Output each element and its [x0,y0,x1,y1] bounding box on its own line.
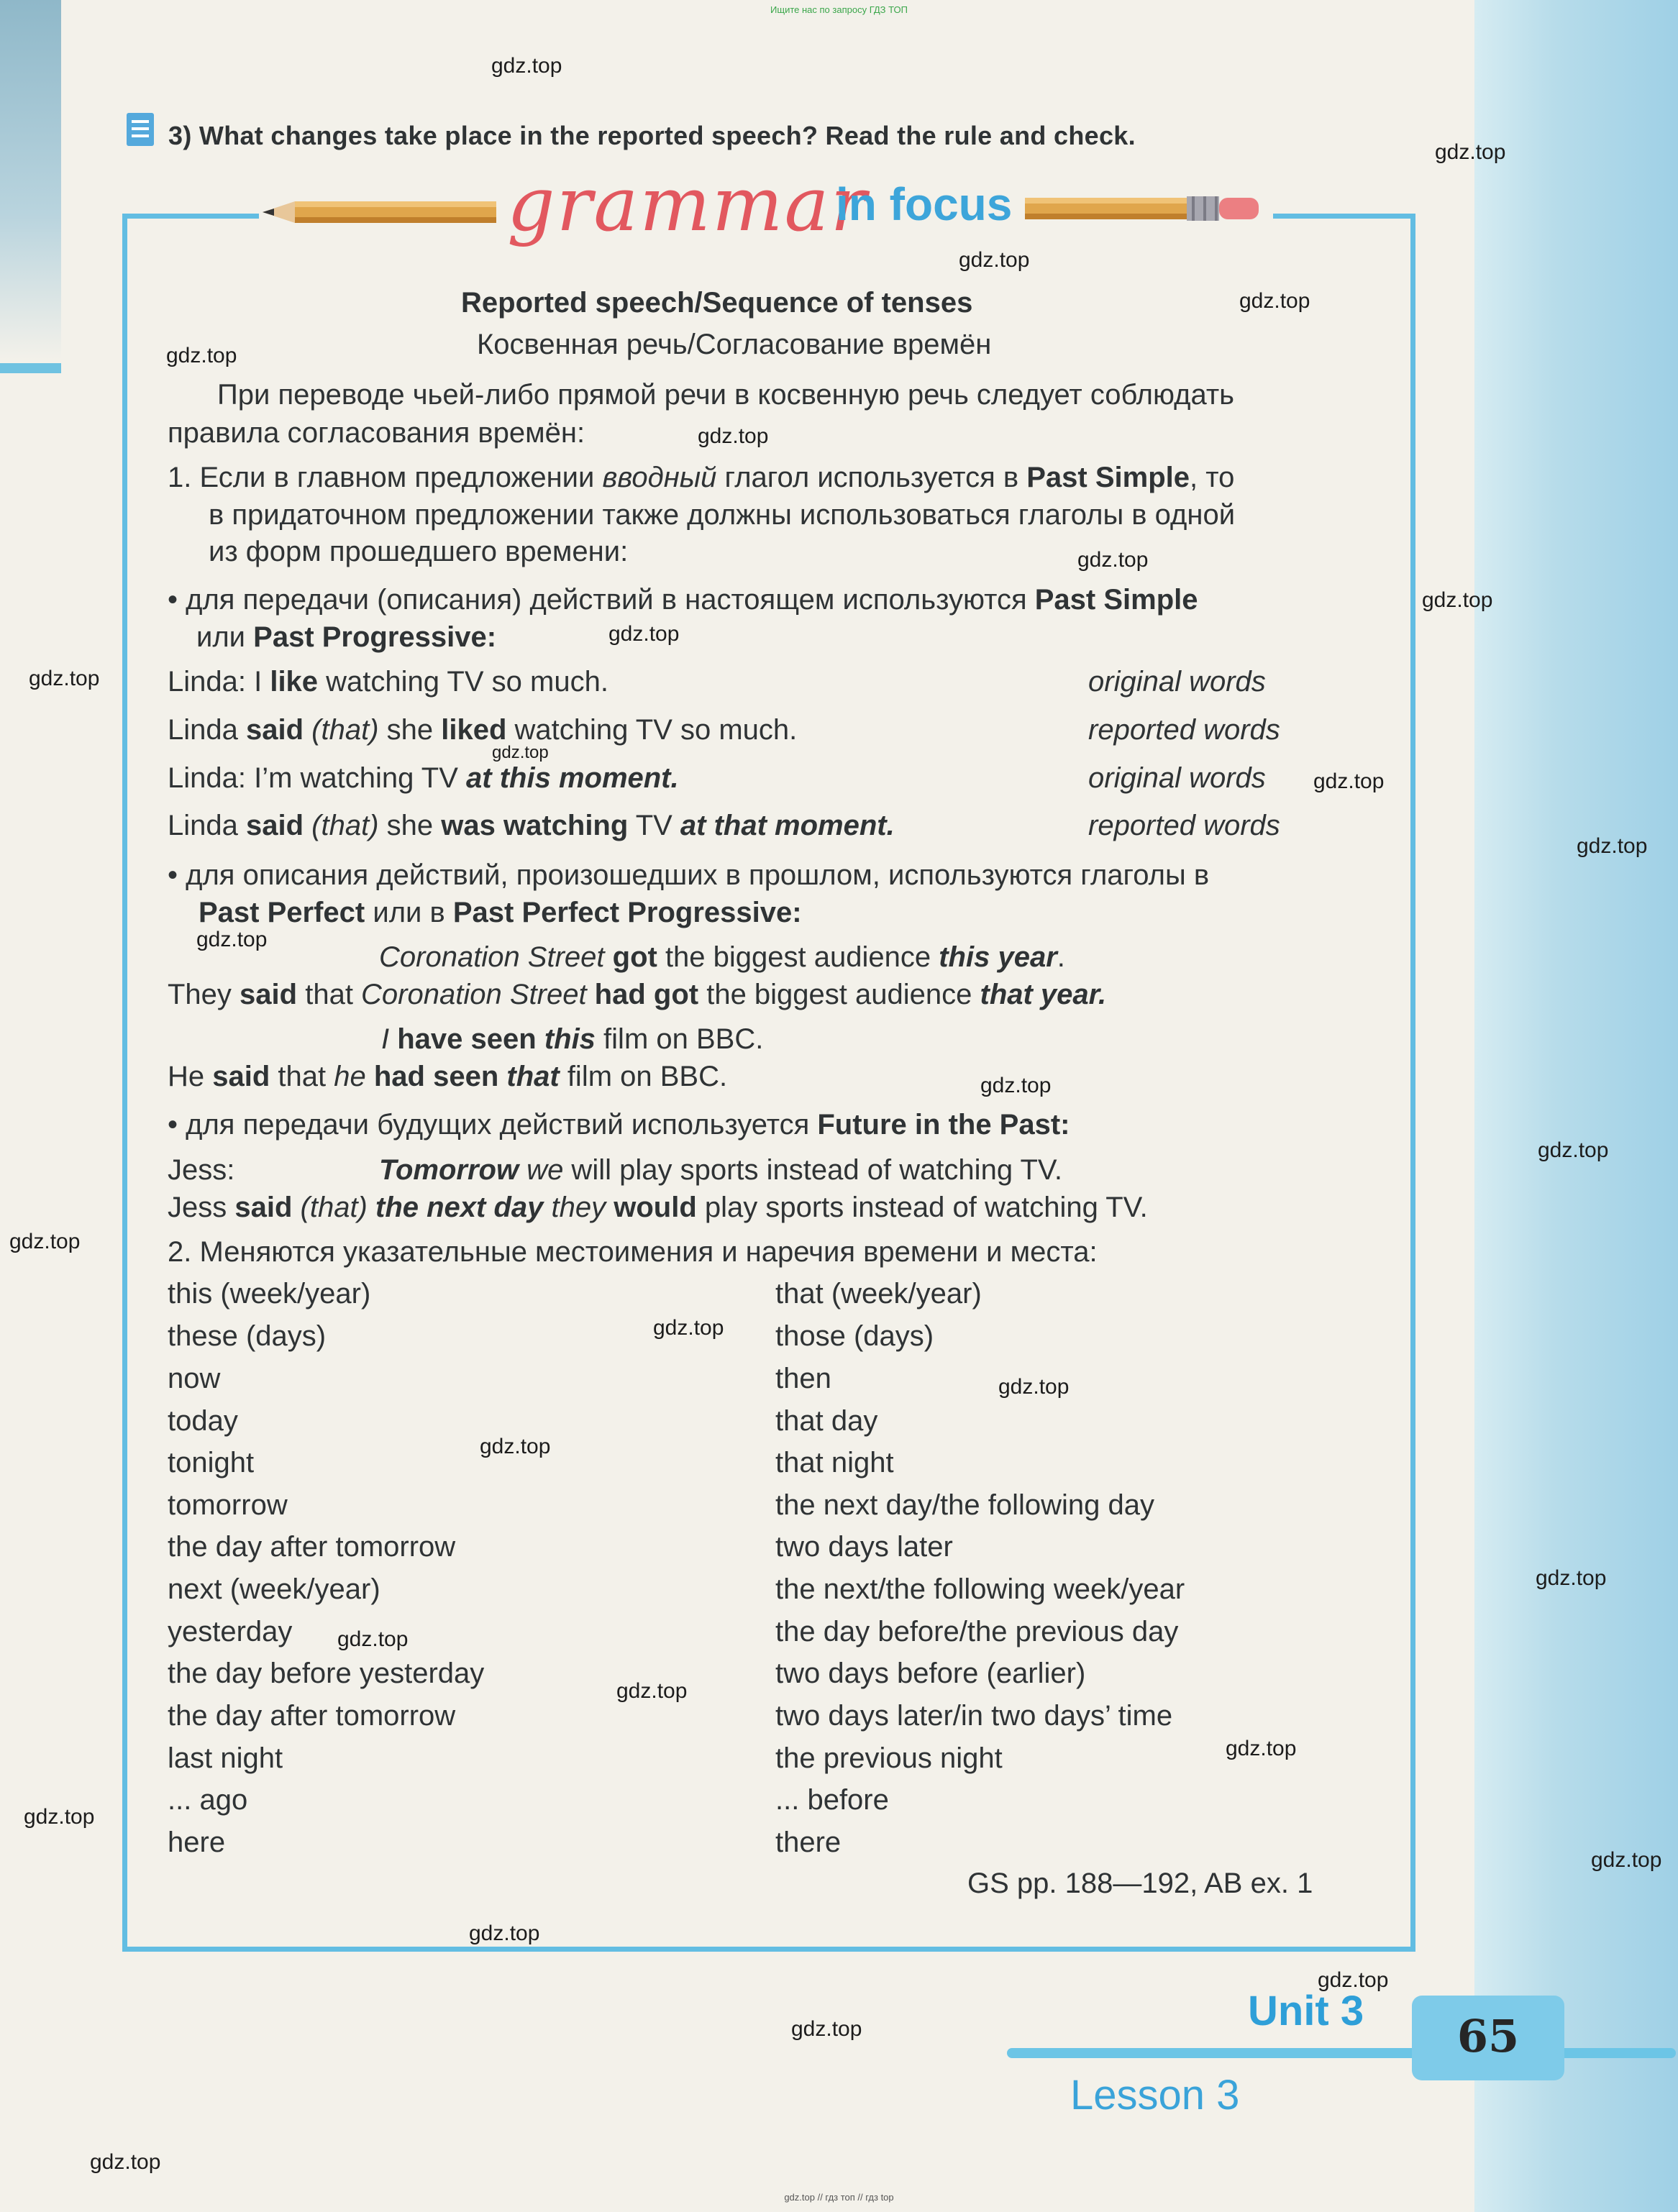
example-row: Linda said (that) she was watching TV at that moment. [168,810,895,841]
pair-right: two days before (earlier) [775,1658,1086,1689]
page-number: 65 [1456,2010,1520,2062]
pair-left: tonight [168,1447,255,1479]
bullet1-line-1: • для передачи (описания) действий в настоящем используются Past Simple [168,584,1198,616]
bullet1-line-2: или Past Progressive: [196,621,497,653]
pair-left: today [168,1405,238,1437]
watermark: gdz.top [196,928,268,951]
in-focus-title: in focus [836,178,1013,230]
watermark: gdz.top [1591,1848,1662,1872]
heading-russian: Косвенная речь/Согласование времён [477,329,992,360]
bullet2-line-1: • для описания действий, произошедших в прошлом, используются глаголы в [168,859,1210,891]
watermark: gdz.top [480,1435,551,1458]
watermark: gdz.top [698,424,769,448]
pair-right: that day [775,1405,878,1437]
pair-right: the day before/the previous day [775,1616,1179,1647]
pair-left: here [168,1827,226,1858]
watermark: gdz.top [1538,1138,1609,1162]
example-row: Jess said (that) the next day they would play sports instead of watching TV. [168,1192,1148,1223]
example-row: Tomorrow we will play sports instead of watching TV. [379,1154,1063,1186]
watermark: gdz.top [653,1316,724,1340]
rule1-line-2: в придаточном предложении также должны использоваться глаголы в одной [209,499,1236,531]
pair-right: ... before [775,1784,889,1816]
watermark: gdz.top [1077,548,1149,572]
watermark: gdz.top [491,54,562,78]
rule1-line-3: из форм прошедшего времени: [209,536,629,567]
watermark: gdz.top [980,1074,1052,1097]
example-row: They said that Coronation Street had got the biggest audience that year. [168,979,1107,1010]
bullet3: • для передачи будущих действий используется Future in the Past: [168,1109,1070,1141]
bottom-note: gdz.top // гдз топ // гдз top [784,2192,894,2203]
example-row: I have seen this film on BBC. [381,1023,764,1055]
bullet2-line-2: Past Perfect или в Past Perfect Progressive: [199,897,802,928]
grammar-title: grammar [507,160,868,248]
pair-left: yesterday [168,1616,293,1647]
pair-right: then [775,1363,831,1394]
pair-left: the day after tomorrow [168,1531,456,1563]
lesson-divider [1007,2048,1676,2058]
rule2: 2. Меняются указательные местоимения и наречия времени и места: [168,1236,1098,1268]
watermark: gdz.top [29,667,100,690]
pair-left: now [168,1363,221,1394]
example-row: He said that he had seen that film on BBC. [168,1061,728,1092]
example-label: original words [1088,762,1266,794]
watermark: gdz.top [337,1627,409,1651]
page-edge-left [0,0,61,360]
watermark: gdz.top [1577,834,1648,858]
example-row: Jess: [168,1154,235,1186]
example-row: Linda: I like watching TV so much. [168,666,608,698]
grammar-reference: GS pp. 188—192, AB ex. 1 [967,1868,1313,1899]
example-label: original words [1088,666,1266,698]
watermark: gdz.top [959,248,1030,272]
top-note: Ищите нас по запросу ГДЗ ТОП [770,4,908,15]
example-row: Linda said (that) she liked watching TV so much. [168,714,798,746]
lesson-label: Lesson 3 [1070,2072,1240,2119]
list-icon [127,113,154,146]
pair-right: there [775,1827,842,1858]
pair-right: two days later [775,1531,953,1563]
pair-right: the next/the following week/year [775,1573,1185,1605]
pair-left: the day after tomorrow [168,1700,456,1732]
watermark: gdz.top [1318,1968,1389,1992]
pair-left: next (week/year) [168,1573,380,1605]
pair-left: tomorrow [168,1489,288,1521]
pair-left: the day before yesterday [168,1658,485,1689]
intro-line-1: При переводе чьей-либо прямой речи в косвенную речь следует соблюдать [217,379,1234,411]
pair-right: that (week/year) [775,1278,982,1310]
example-label: reported words [1088,810,1280,841]
watermark: gdz.top [469,1921,540,1945]
watermark: gdz.top [166,344,237,367]
watermark: gdz.top [1536,1566,1607,1590]
pair-right: two days later/in two days’ time [775,1700,1173,1732]
pair-right: the next day/the following day [775,1489,1155,1521]
pair-left: these (days) [168,1320,327,1352]
pencil-right-icon [1025,191,1262,227]
watermark: gdz.top [492,743,549,762]
example-row: Coronation Street got the biggest audience this year. [379,941,1065,973]
watermark: gdz.top [90,2150,161,2174]
intro-line-2: правила согласования времён: [168,417,585,449]
rule1-line-1: 1. Если в главном предложении вводный глагол используется в Past Simple, то [168,462,1235,493]
pair-left: last night [168,1742,283,1774]
watermark: gdz.top [24,1805,95,1829]
pair-left: ... ago [168,1784,248,1816]
unit-label: Unit 3 [1248,1988,1364,2034]
page-edge-right [1474,0,1678,2212]
watermark: gdz.top [616,1679,688,1703]
pair-right: those (days) [775,1320,934,1352]
watermark: gdz.top [1422,588,1493,612]
watermark: gdz.top [1313,769,1385,793]
watermark: gdz.top [791,2017,862,2041]
watermark: gdz.top [9,1230,81,1253]
example-label: reported words [1088,714,1280,746]
pair-left: this (week/year) [168,1278,371,1310]
pair-right: the previous night [775,1742,1003,1774]
task-instruction: 3) What changes take place in the reported speech? Read the rule and check. [168,121,1136,150]
example-row: Linda: I’m watching TV at this moment. [168,762,679,794]
left-accent-line [0,363,61,373]
watermark: gdz.top [998,1375,1070,1399]
pair-right: that night [775,1447,894,1479]
watermark: gdz.top [1239,289,1310,313]
heading-english: Reported speech/Sequence of tenses [461,287,973,319]
watermark: gdz.top [1226,1737,1297,1760]
pencil-left-icon [263,194,496,230]
watermark: gdz.top [1435,140,1506,164]
watermark: gdz.top [608,622,680,646]
